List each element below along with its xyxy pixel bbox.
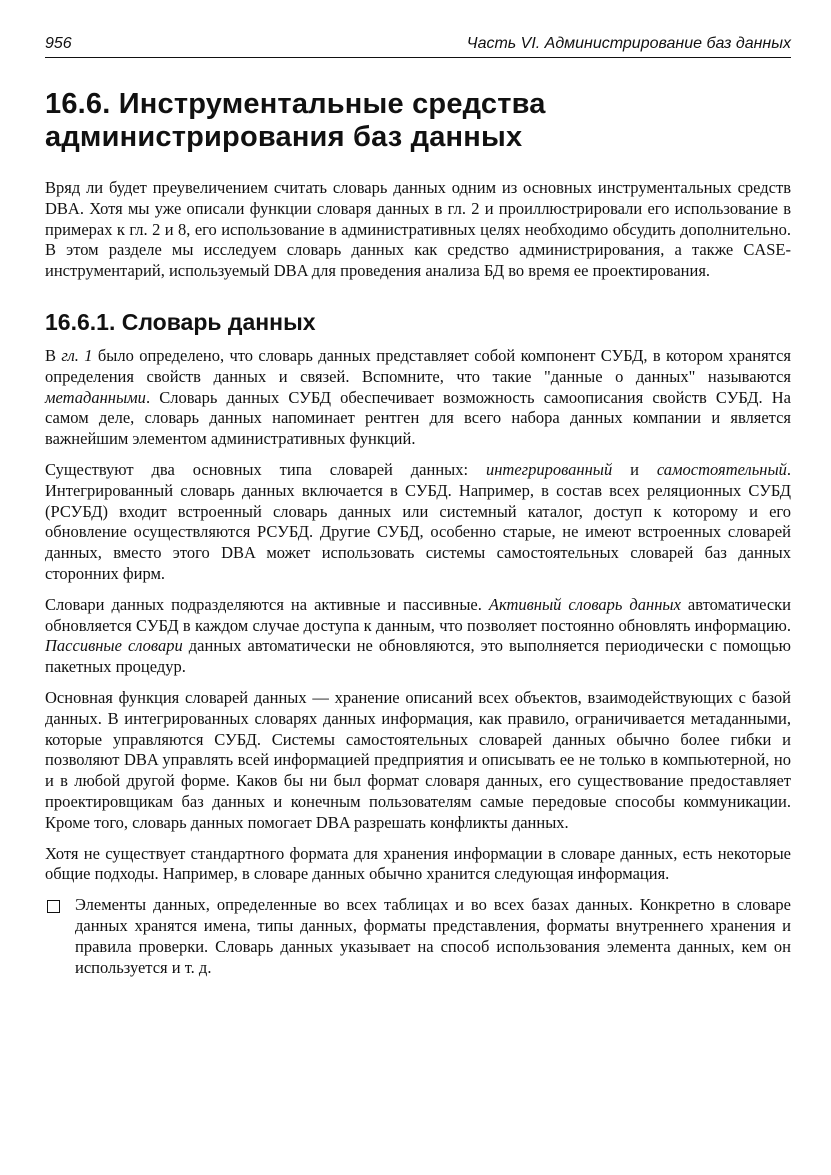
paragraph-main-function: Основная функция словарей данных — хранение описаний всех объектов, взаимодействующих с базой данных. В интегрированных словарях данных информация, как правило, ограничивается метаданными, которые управляются СУБД. Системы самостоятельных словарей данных обычно более гибки и позволяют DBA управлять всей информацией предприятия и описывать ее не только в компьютерной, но и в любой другой форме. Каков бы ни был формат словаря данных, его существование предоставляет проектировщикам баз данных и конечным пользователям самые передовые способы коммуникации. Кроме того, словарь данных помогает DBA разрешать конфликты данных.: [45, 687, 791, 832]
book-page: [45, 34, 791, 978]
running-head: [45, 34, 791, 58]
section-title: 16.6. Инструментальные средства администрирования баз данных: [45, 88, 546, 153]
paragraph-active-passive: [45, 595, 791, 678]
text-run: В: [45, 345, 62, 365]
page-number: 956: [45, 35, 72, 52]
running-title: Часть VI. Администрирование баз данных: [466, 35, 791, 52]
bullet-item: [45, 895, 791, 978]
subsection-title: 16.6.1. Словарь данных: [45, 308, 316, 335]
emphasis-term: интегрированный: [485, 459, 613, 479]
text-run: данных автоматически не обновляются, это выполняется периодически с помощью пакетных процедур.: [45, 636, 791, 677]
paragraph-dictionary-types: [45, 460, 791, 585]
paragraph-stored-information: Хотя не существует стандартного формата для хранения информации в словаре данных, есть некоторые общие подходы. Например, в словаре данных обычно хранится следующая информация.: [45, 843, 791, 884]
emphasis-term: Пассивные словари: [45, 636, 183, 656]
section-intro-paragraph: Вряд ли будет преувеличением считать словарь данных одним из основных инструментальных средств DBA. Хотя мы уже описали функции словаря данных в гл. 2 и проиллюстрировали его использование в примерах к гл. 2 и 8, его использование в административных целях необходимо обсудить дополнительно. В этом разделе мы исследуем словарь данных как средство администрирования, а также CASE-инструментарий, используемый DBA для проведения анализа БД во время ее проектирования.: [45, 178, 791, 281]
checkbox-bullet-icon: [47, 900, 60, 913]
bullet-text: Элементы данных, определенные во всех таблицах и во всех базах данных. Конкретно в словаре данных хранятся имена, типы данных, форматы представления, форматы внутреннего хранения и правила проверки. Словарь данных указывает на способ использования элемента данных, кем он используется и т. д.: [75, 895, 791, 977]
text-run: и: [612, 459, 657, 479]
emphasis-term: Активный словарь данных: [488, 594, 681, 614]
text-run: . Интегрированный словарь данных включается в СУБД. Например, в состав всех реляционных СУБД (РСУБД) входит встроенный словарь данных или системный каталог, доступ к которому и его обновление осуществляются РСУБД. Другие СУБД, особенно старые, не имеют встроенных словарей данных, вместо этого DBA может использовать системы самостоятельных словарей баз данных сторонних фирм.: [45, 459, 791, 583]
text-run: автоматически обновляется СУБД в каждом случае доступа к данным, что позволяет постоянно обновлять информацию.: [45, 594, 792, 635]
text-run: было определено, что словарь данных представляет собой компонент СУБД, в котором хранятся определения свойств данных и связей. Вспомните, что такие "данные о данных" называются: [45, 345, 792, 386]
chapter-reference: гл. 1: [61, 345, 93, 365]
emphasis-term: метаданными: [45, 387, 146, 407]
text-run: . Словарь данных СУБД обеспечивает возможность самоописания свойств СУБД. На самом деле, словарь данных напоминает рентген для всего набора данных компании и является важнейшим элементом административных функций.: [45, 387, 791, 449]
text-run: Существуют два основных типа словарей данных:: [45, 459, 486, 479]
paragraph-data-dictionary-definition: [45, 346, 791, 450]
emphasis-term: самостоятельный: [656, 459, 787, 479]
text-run: Словари данных подразделяются на активные и пассивные.: [45, 594, 489, 614]
